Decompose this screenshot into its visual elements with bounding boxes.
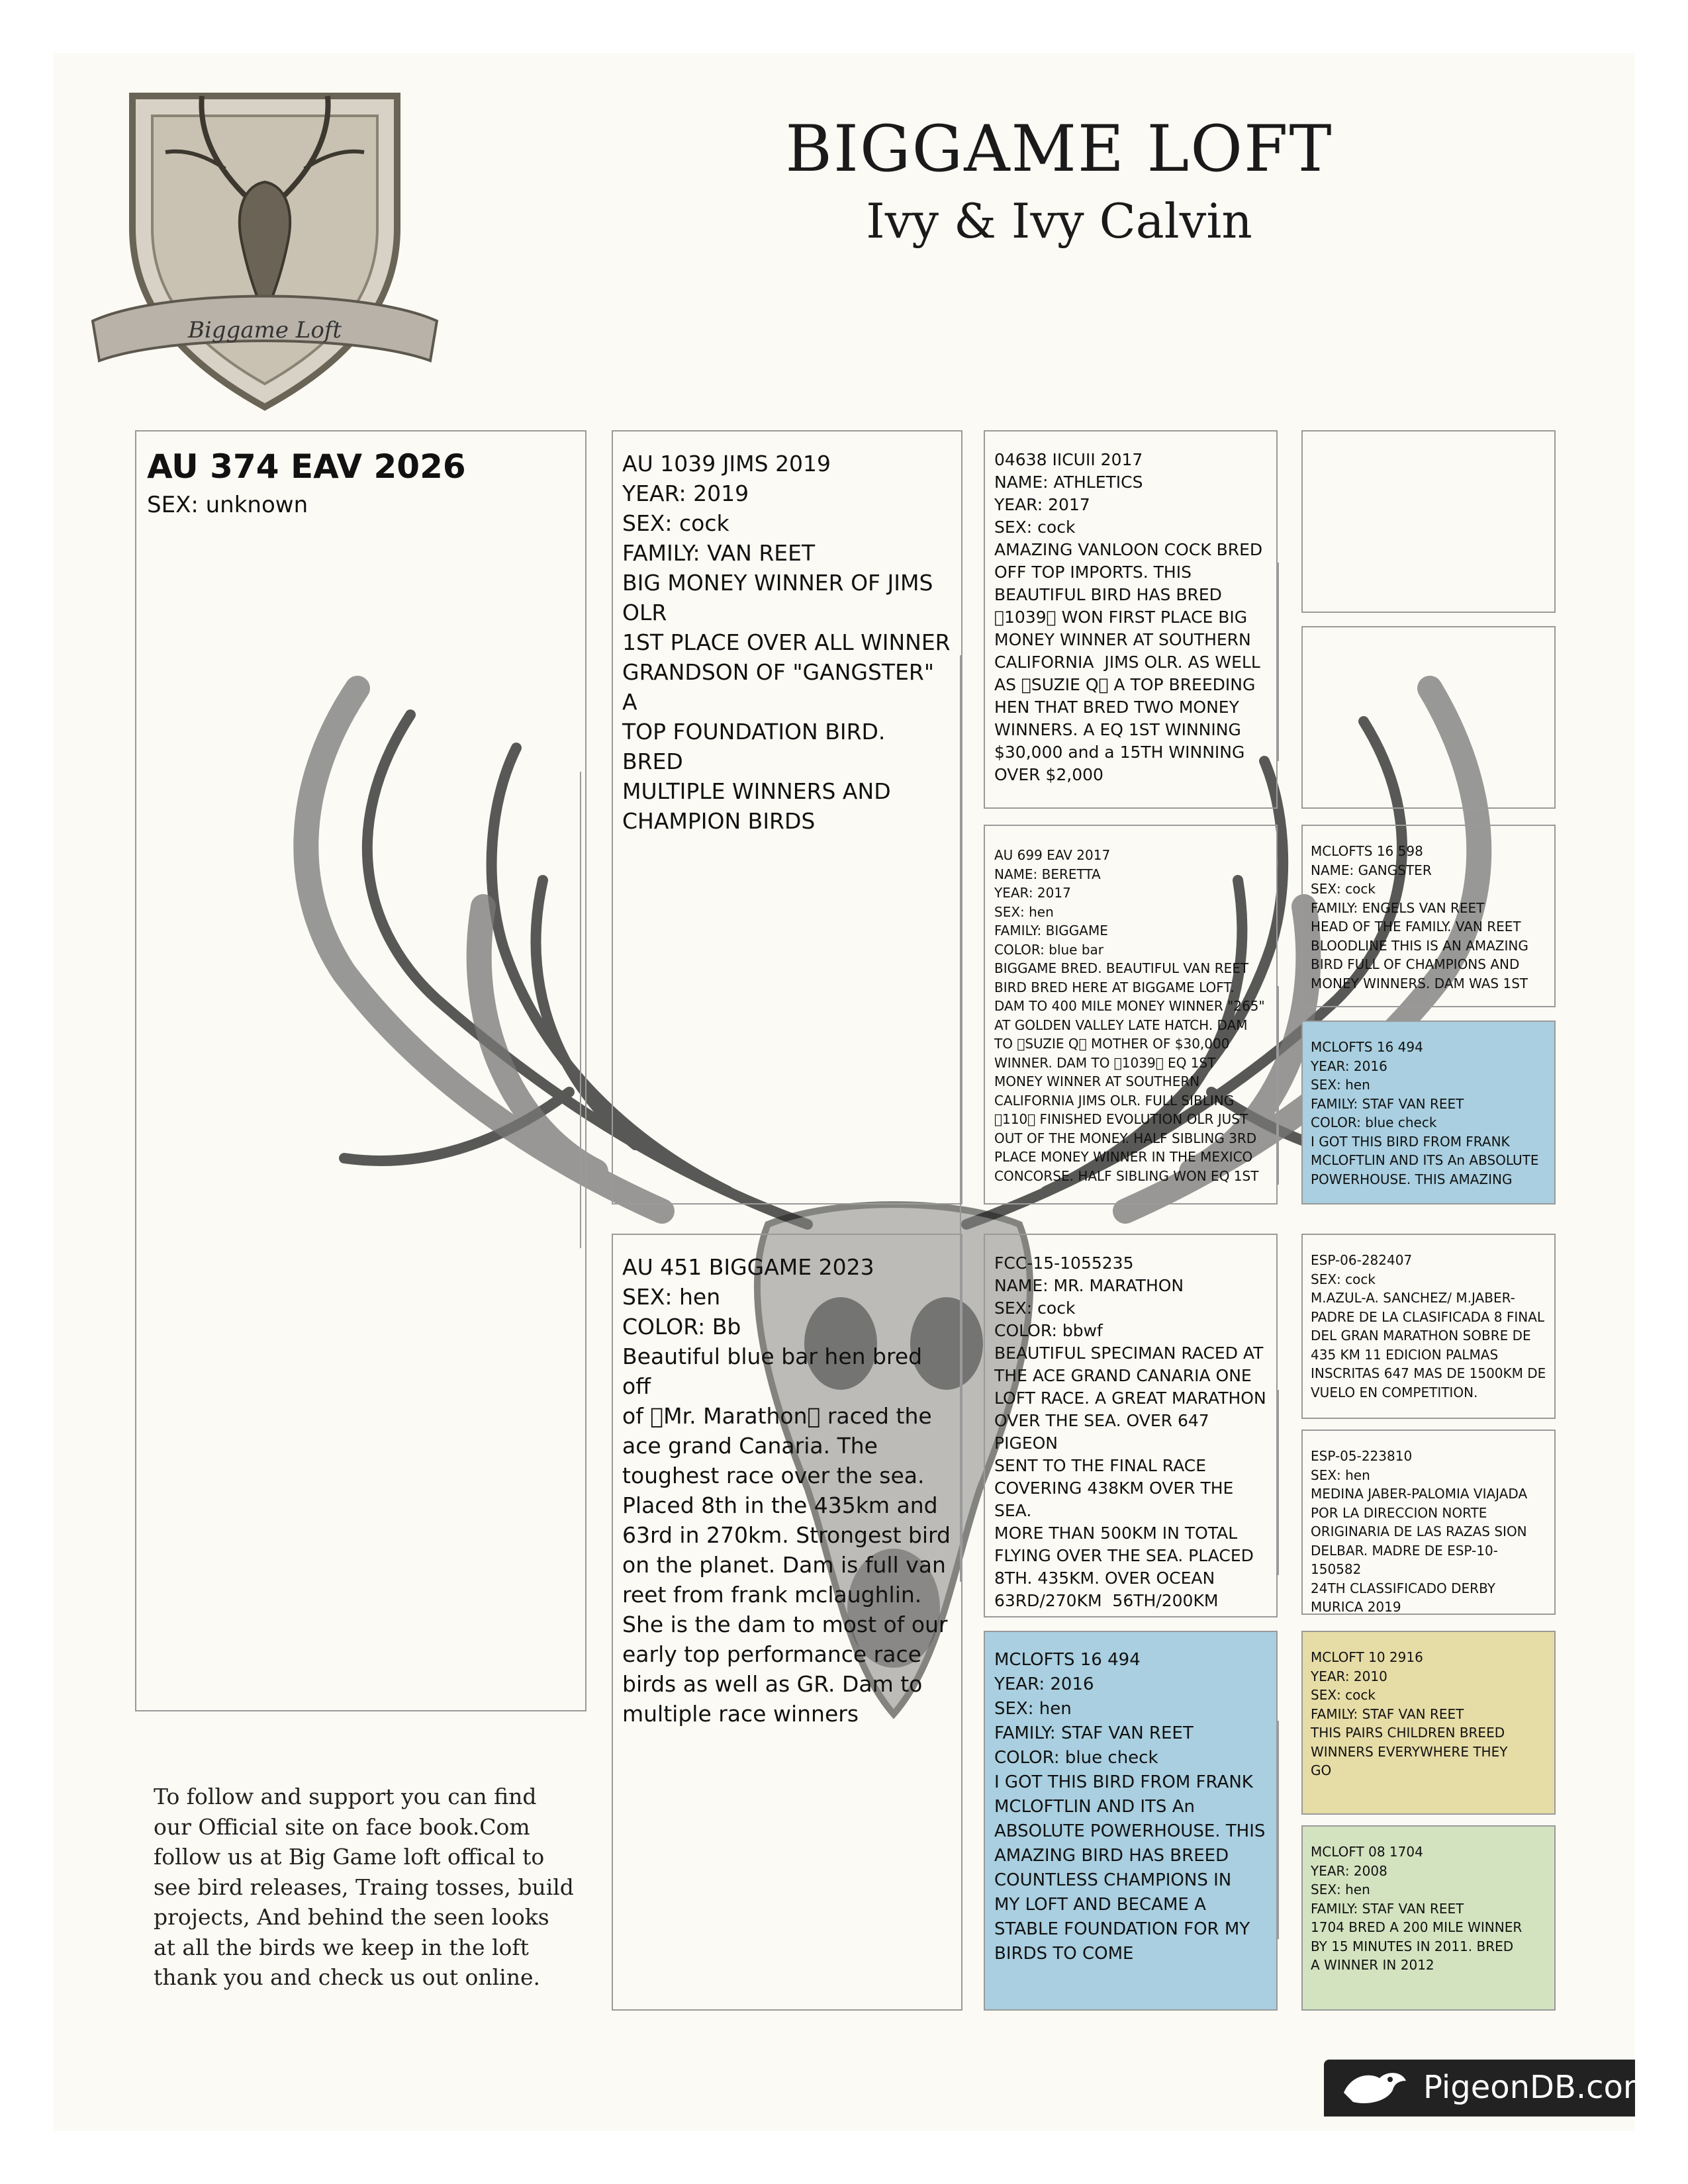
dam-dam-card[interactable] — [984, 1631, 1278, 2011]
dam-sire-details: FCC-15-1055235 NAME: MR. MARATHON SEX: cock COLOR: bbwf BEAUTIFUL SPECIMAN RACED AT THE ACE GRAND CANARIA ONE LOFT RACE. A GREAT MARATHON OVER THE SEA. OVER 647 PIGEON SENT TO THE FINAL RACE COVERING 438KM OVER THE SEA. MORE THAN 500KM IN TOTAL FLYING OVER THE SEA. PLACED 8TH. 435KM. OVER OCEAN 63RD/270KM 56TH/200KM — [994, 1253, 1266, 1610]
ggp-ds-sire-details: ESP-06-282407 SEX: cock M.AZUL-A. SANCHEZ/ M.JABER- PADRE DE LA CLASIFICADA 8 FINAL DEL GRAN MARATHON SOBRE DE 435 KM 11 EDICION PALMAS INSCRITAS 647 MAS DE 1500KM DE VUELO EN COMPETITION. — [1311, 1252, 1546, 1400]
dam-details: AU 451 BIGGAME 2023 SEX: hen COLOR: Bb Beautiful blue bar hen bred off of  Mr. Marathon  raced the ace grand Canaria. The toughest race over the sea. Placed 8th in the 435km and 63rd in 270km. Strongest bird on the planet. Dam is full van reet from frank mclaughlin. She is the dam to most of our early top performance race birds as well as GR. Dam to multiple race winners — [622, 1254, 951, 1727]
ggp-sd-sire-card[interactable] — [1301, 825, 1556, 1007]
pigeondb-text: PigeonDB.com — [1423, 2069, 1654, 2106]
dam-card[interactable] — [612, 1234, 962, 2011]
ggp-sd-dam-card[interactable] — [1301, 1021, 1556, 1205]
ggp-ss-sire-card[interactable] — [1301, 430, 1556, 613]
ggp-sd-dam-details: MCLOFTS 16 494 YEAR: 2016 SEX: hen FAMILY: STAF VAN REET COLOR: blue check I GOT THIS BIRD FROM FRANK MCLOFTLIN AND ITS An ABSOLUTE POWERHOUSE. THIS AMAZING — [1311, 1039, 1539, 1187]
ggp-ss-dam-card[interactable] — [1301, 626, 1556, 809]
ggp-ds-dam-card[interactable] — [1301, 1430, 1556, 1615]
ggp-sd-sire-details: MCLOFTS 16 598 NAME: GANGSTER SEX: cock FAMILY: ENGELS VAN REET HEAD OF THE FAMILY. VAN REET BLOODLINE THIS IS AN AMAZING BIRD FULL OF CHAMPIONS AND MONEY WINNERS. DAM WAS 1ST — [1311, 843, 1528, 991]
sire-sire-details: 04638 IICUII 2017 NAME: ATHLETICS YEAR: 2017 SEX: cock AMAZING VANLOON COCK BRED OFF TOP IMPORTS. THIS BEAUTIFUL BIRD HAS BRED  1039  WON FIRST PLACE BIG MONEY WINNER AT SOUTHERN CALIFORNIA JIMS OLR. AS WELL AS  SUZIE Q  A TOP BREEDING HEN THAT BRED TWO MONEY WINNERS. A EQ 1ST WINNING $30,000 and a 15TH WINNING OVER $2,000 — [994, 450, 1263, 784]
pigeon-icon — [1338, 2066, 1411, 2110]
sire-dam-card[interactable] — [984, 825, 1278, 1205]
loft-name: BIGGAME LOFT — [785, 112, 1333, 186]
connector-gen2a — [1278, 563, 1292, 761]
connector-gen2d — [1278, 1721, 1292, 1939]
sire-sire-card[interactable] — [984, 430, 1278, 809]
pigeondb-badge[interactable] — [1324, 2060, 1654, 2116]
dam-dam-details: MCLOFTS 16 494 YEAR: 2016 SEX: hen FAMILY: STAF VAN REET COLOR: blue check I GOT THIS BIRD FROM FRANK MCLOFTLIN AND ITS An ABSOLUTE POWERHOUSE. THIS AMAZING BIRD HAS BREED COUNTLESS CHAMPIONS IN MY LOFT AND BECAME A STABLE FOUNDATION FOR MY BIRDS TO COME — [994, 1650, 1266, 1964]
footer-message — [154, 1782, 577, 1993]
ggp-dd-sire-card[interactable] — [1301, 1631, 1556, 1815]
footer-message-text: To follow and support you can find our Official site on face book.Com follow us at Big Game loft offical to see bird releases, Traing tosses, build projects, And behind the seen looks at all the birds we keep in the loft thank you and check us out online. — [154, 1784, 574, 1990]
biggame-loft-logo — [86, 69, 444, 414]
sire-dam-details: AU 699 EAV 2017 NAME: BERETTA YEAR: 2017 SEX: hen FAMILY: BIGGAME COLOR: blue bar BIGGAME BRED. BEAUTIFUL VAN REET BIRD BRED HERE AT BIGGAME LOFT. DAM TO 400 MILE MONEY WINNER "265" AT GOLDEN VALLEY LATE HATCH. DAM TO  SUZIE Q  MOTHER OF $30,000 WINNER. DAM TO  1039  EQ 1ST MONEY WINNER AT SOUTHERN CALIFORNIA JIMS OLR. FULL SIBLING  110  FINISHED EVOLUTION OLR JUST OUT OF THE MONEY. HALF SIBLING 3RD PLACE MONEY WINNER IN THE MEXICO CONCORSE. HALF SIBLING WON EQ 1ST — [994, 847, 1265, 1184]
loft-owners: Ivy & Ivy Calvin — [866, 193, 1252, 249]
ggp-ds-sire-card[interactable] — [1301, 1234, 1556, 1419]
sire-card[interactable] — [612, 430, 962, 1205]
subject-id: AU 374 EAV 2026 — [147, 447, 466, 486]
logo-banner-text: Biggame Loft — [187, 317, 342, 343]
dam-sire-card[interactable] — [984, 1234, 1278, 1617]
ggp-dd-sire-details: MCLOFT 10 2916 YEAR: 2010 SEX: cock FAMILY: STAF VAN REET THIS PAIRS CHILDREN BREED WINNERS EVERYWHERE THEY GO — [1311, 1649, 1508, 1778]
connector-gen2c — [1278, 1390, 1292, 1575]
sire-details: AU 1039 JIMS 2019 YEAR: 2019 SEX: cock FAMILY: VAN REET BIG MONEY WINNER OF JIMS OLR 1ST PLACE OVER ALL WINNER GRANDSON OF "GANGSTER" A TOP FOUNDATION BIRD. BRED MULTIPLE WINNERS AND CHAMPION BIRDS — [622, 451, 951, 834]
ggp-dd-dam-details: MCLOFT 08 1704 YEAR: 2008 SEX: hen FAMILY: STAF VAN REET 1704 BRED A 200 MILE WINNER BY 15 MINUTES IN 2011. BRED A WINNER IN 2012 — [1311, 1844, 1523, 1973]
subject-card[interactable] — [135, 430, 586, 1711]
subject-sex: SEX: unknown — [147, 492, 308, 518]
connector-gen2b — [1278, 986, 1292, 1185]
loft-header — [728, 113, 1390, 254]
ggp-dd-dam-card[interactable] — [1301, 1825, 1556, 2011]
ggp-ds-dam-details: ESP-05-223810 SEX: hen MEDINA JABER-PALOMIA VIAJADA POR LA DIRECCION NORTE ORIGINARIA DE LAS RAZAS SION DELBAR. MADRE DE ESP-10-150582 24TH CLASSIFICADO DERBY MURICA 2019 — [1311, 1448, 1528, 1615]
